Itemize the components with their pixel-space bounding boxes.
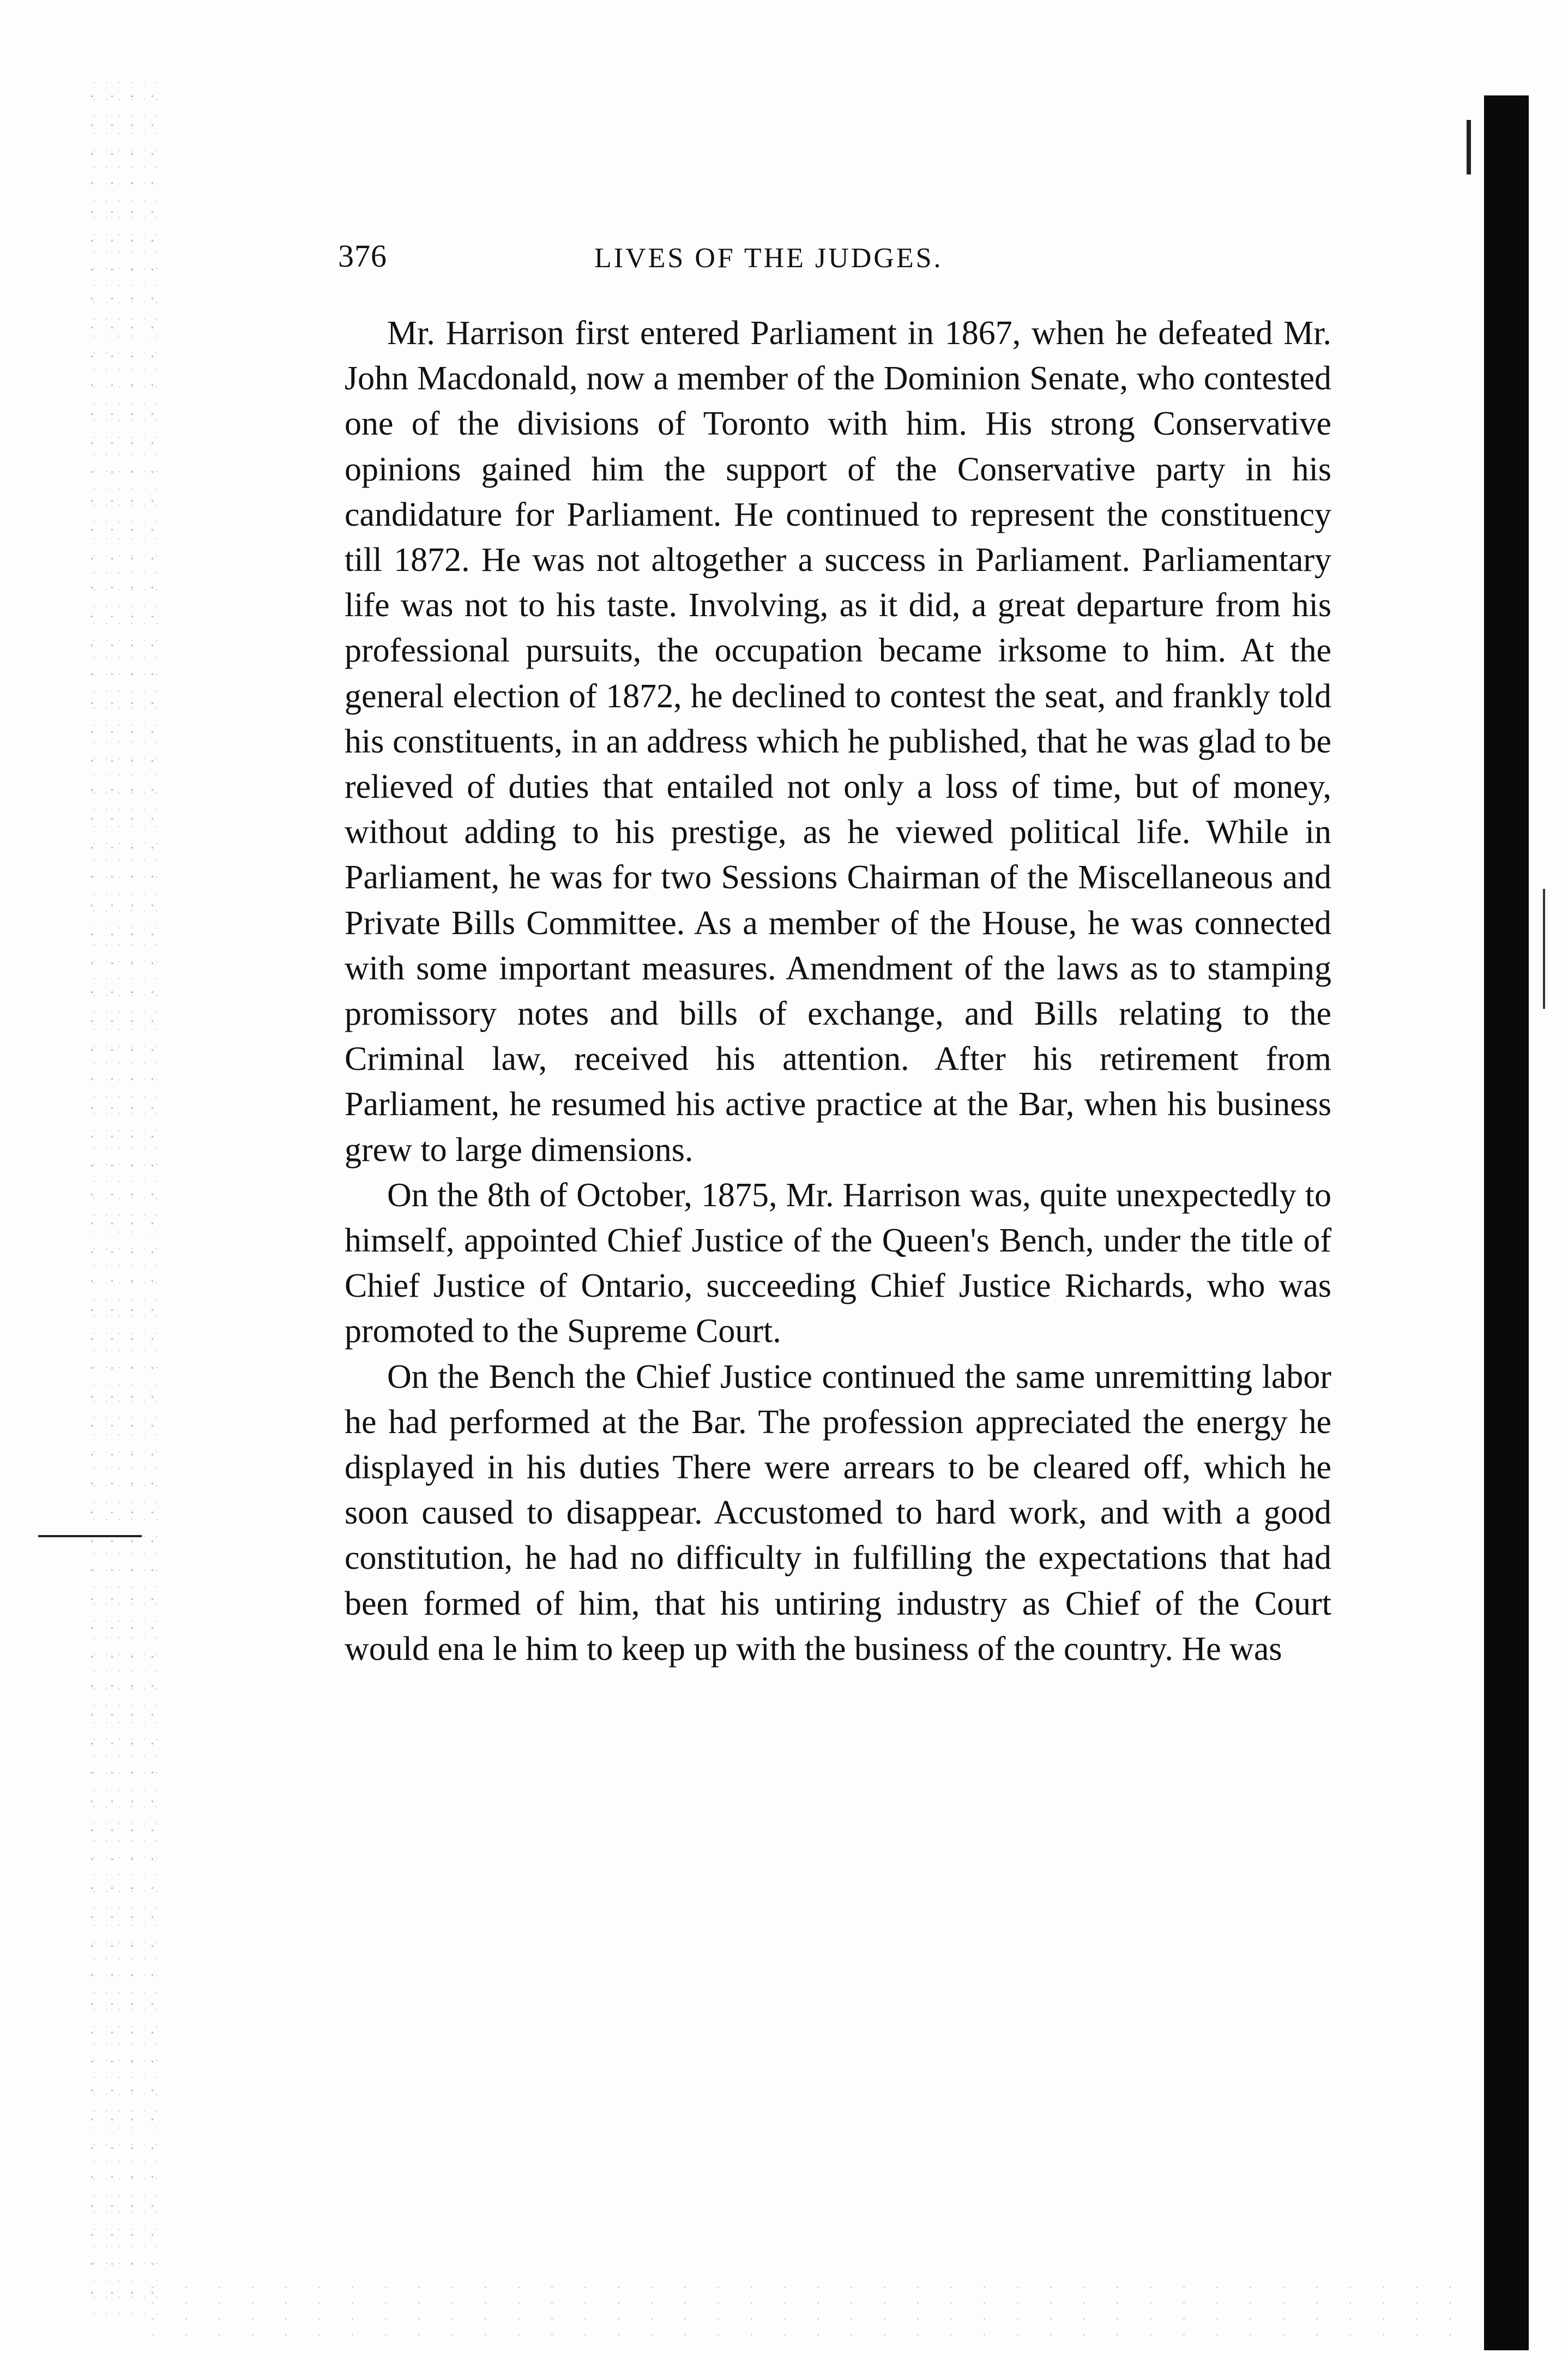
margin-rule-line bbox=[38, 1535, 142, 1537]
body-text bbox=[345, 311, 1331, 1672]
spine-edge-mark bbox=[1467, 120, 1471, 174]
paragraph: On the Bench the Chief Justice continued the same unremitting labor he had performed at the Bar. The profession appreciated the energy he displayed in his duties There were arrears to be cleared off, which he soon caused to disappear. Accustomed to hard work, and with a good constitution, he had no difficulty in fulfilling the expectations that had been formed of him, that his untiring industry as Chief of the Court would ena le him to keep up with the business of the country. He was bbox=[345, 1358, 1331, 1668]
bottom-edge-speckle bbox=[136, 2279, 1472, 2345]
page-header bbox=[338, 237, 1156, 275]
right-margin-mark bbox=[1543, 889, 1545, 1009]
binding-spine bbox=[1484, 95, 1529, 2350]
running-head: LIVES OF THE JUDGES. bbox=[594, 243, 943, 274]
page-number: 376 bbox=[338, 238, 387, 274]
paragraph: Mr. Harrison first entered Parliament in 1867, when he defeated Mr. John Macdonald, now a member of the Dominion Senate, who contested one of the divisions of Toronto with him. His strong Conservative opinions gained him the support of the Conservative party in his candidature for Parliament. He continued to represent the constituency till 1872. He was not altogether a success in Parliament. Parliamentary life was not to his taste. Involving, as it did, a great departure from his professional pursuits, the occupation became irksome to him. At the general election of 1872, he declined to contest the seat, and frankly told his constituents, in an address which he published, that he was glad to be relieved of duties that entailed not only a loss of time, but of money, without adding to his prestige, as he viewed political life. While in Parliament, he was for two Sessions Chairman of the Miscellaneous and Private Bills Committee. As a member of the House, he was connected with some important measures. Amendment of the laws as to stamping promissory notes and bills of exchange, and Bills relating to the Criminal law, received his attention. After his retirement from Parliament, he resumed his active practice at the Bar, when his business grew to large dimensions. bbox=[345, 315, 1331, 1169]
left-edge-speckle bbox=[82, 82, 164, 2318]
paragraph: On the 8th of October, 1875, Mr. Harrison was, quite unexpectedly to himself, appointed Chief Justice of the Queen's Bench, under the title of Chief Justice of Ontario, succeeding Chief Justice Richards, who was promoted to the Supreme Court. bbox=[345, 1176, 1331, 1350]
